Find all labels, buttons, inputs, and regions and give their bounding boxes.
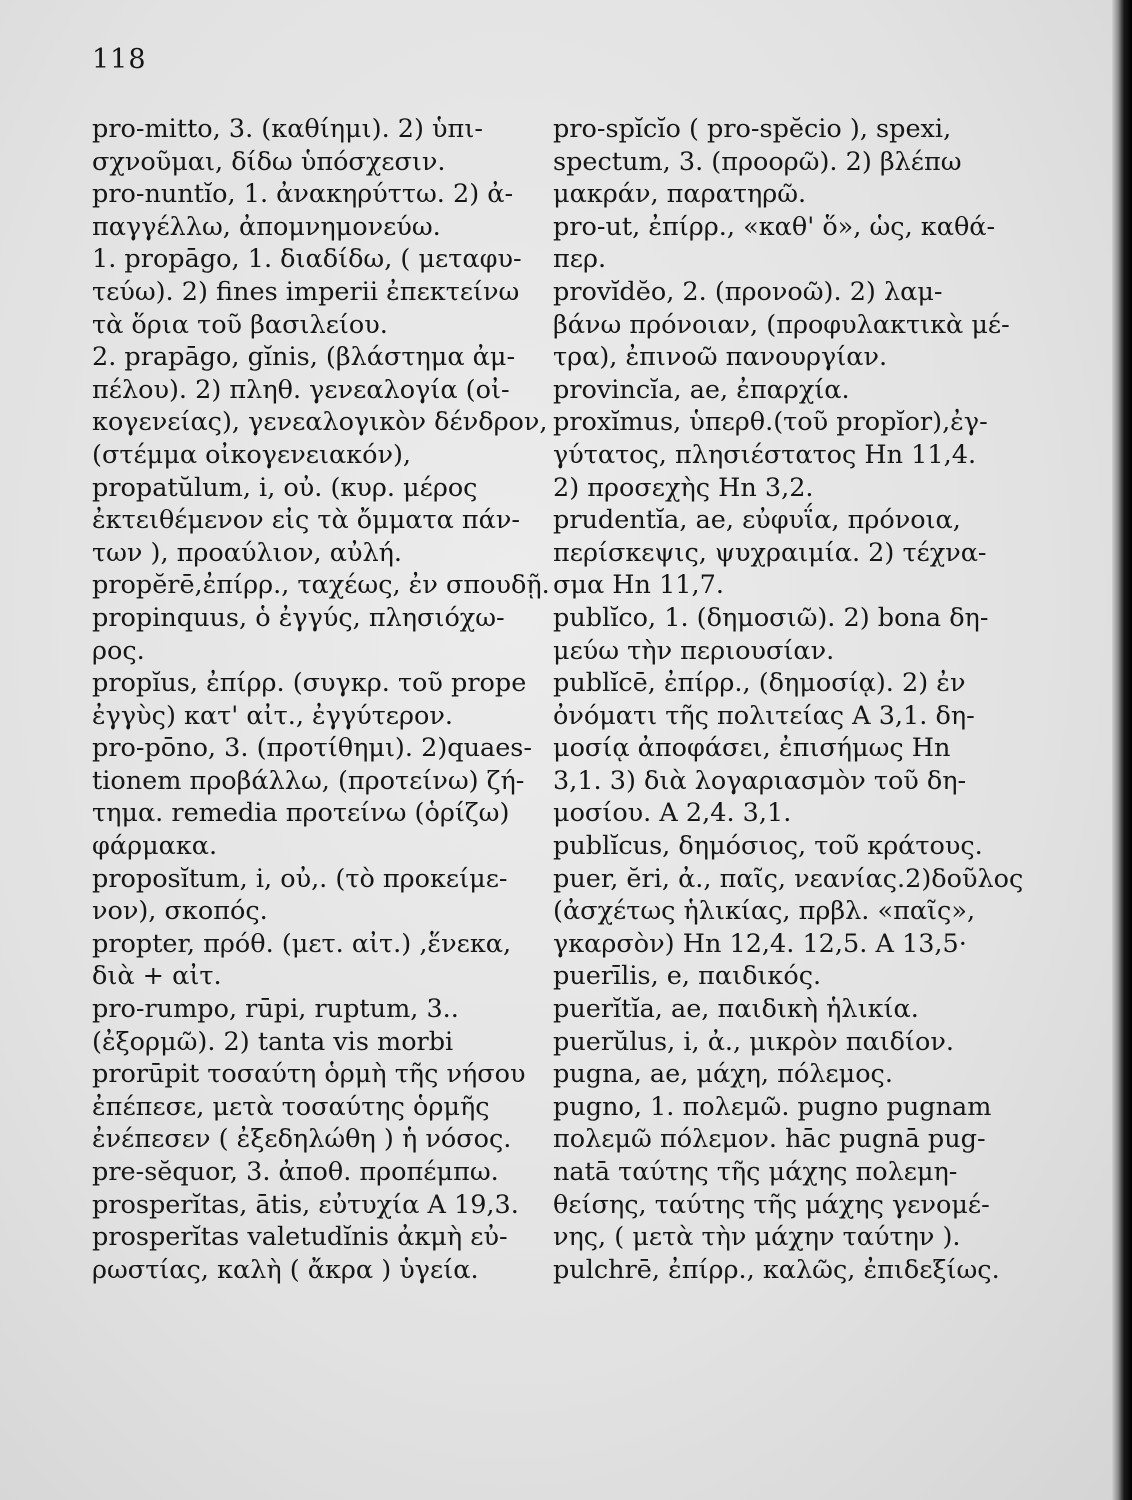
entry-line: βάνω πρόνοιαν, (προφυλακτικὰ μέ- xyxy=(553,309,1010,340)
entry-line: propatŭlum, i, οὐ. (κυρ. μέρος xyxy=(92,472,478,503)
entry-line: 1. propāgo, 1. διαδίδω, ( μεταφυ- xyxy=(92,244,522,275)
entry-line: pugno, 1. πολεμῶ. pugno pugnam xyxy=(553,1091,992,1122)
entry-line: pugna, ae, μάχη, πόλεμος. xyxy=(553,1059,893,1090)
entry-line: pro-spĭcĭo ( pro-spĕcio ), spexi, xyxy=(553,114,952,144)
entry-line: prudentĭa, ae, εὐφυΐα, πρόνοια, xyxy=(553,505,961,536)
entry-line: περ. xyxy=(553,244,607,275)
entry-line: τεύω). 2) fines imperii ἐπεκτείνω xyxy=(92,276,520,307)
entry-line: (ἀσχέτως ἡλικίας, πρβλ. «παῖς», xyxy=(553,896,976,927)
entry-line: (στέμμα οἰκογενειακόν), xyxy=(92,439,412,470)
entry-line: πέλου). 2) πληθ. γενεαλογία (οἰ- xyxy=(92,374,510,405)
entry-line: ἐγγὺς) κατ' αἰτ., ἐγγύτερον. xyxy=(92,700,453,731)
entry-line: διὰ + αἰτ. xyxy=(92,961,222,992)
entry-line: ἐνέπεσεν ( ἐξεδηλώθη ) ἡ νόσος. xyxy=(92,1124,512,1155)
entry-line: pre-sĕquor, 3. ἀποθ. προπέμπω. xyxy=(92,1157,499,1187)
right-column xyxy=(553,113,1024,1286)
entry-line: proposĭtum, i, οὐ,. (τὸ προκείμε- xyxy=(92,863,508,894)
entry-line: propĕrē,ἐπίρρ., ταχέως, ἐν σπουδῇ. xyxy=(92,570,550,601)
entry-line: ρος. xyxy=(92,635,145,666)
entry-line: ἐκτειθέμενον εἰς τὰ ὄμματα πάν- xyxy=(92,505,521,536)
entry-line: των ), προαύλιον, αὐλή. xyxy=(92,537,402,568)
entry-line: φάρμακα. xyxy=(92,831,218,862)
entry-line: 3,1. 3) διὰ λογαριασμὸν τοῦ δη- xyxy=(553,765,967,796)
entry-line: τὰ ὅρια τοῦ βασιλείου. xyxy=(92,309,388,340)
entry-line: tionem προβάλλω, (προτείνω) ζή- xyxy=(92,765,525,796)
entry-line: (ἐξορμῶ). 2) tanta vis morbi xyxy=(92,1026,454,1057)
entry-line: πολεμῶ πόλεμον. hāc pugnā pug- xyxy=(553,1124,986,1155)
entry-line: publĭcus, δημόσιος, τοῦ κράτους. xyxy=(553,831,983,862)
entry-line: νον), σκοπός. xyxy=(92,896,268,927)
entry-line: 2) προσεχὴς Hn 3,2. xyxy=(553,472,814,503)
entry-line: provĭdĕo, 2. (προνοῶ). 2) λαμ- xyxy=(553,276,943,307)
entry-line: τρα), ἐπινοῶ πανουργίαν. xyxy=(553,342,888,373)
entry-line: spectum, 3. (προορῶ). 2) βλέπω xyxy=(553,146,962,177)
entry-line: publĭco, 1. (δημοσιῶ). 2) bona δη- xyxy=(553,602,989,633)
entry-line: 2. prapāgo, gĭnis, (βλάστημα ἀμ- xyxy=(92,342,516,373)
entry-line: propĭus, ἐπίρρ. (συγκρ. τοῦ prope xyxy=(92,668,527,699)
entry-line: θείσης, ταύτης τῆς μάχης γενομέ- xyxy=(553,1189,990,1220)
entry-line: μακράν, παρατηρῶ. xyxy=(553,179,807,210)
entry-line: provincĭa, ae, ἐπαρχία. xyxy=(553,374,850,405)
entry-line: pro-mitto, 3. (καθίημι). 2) ὑπι- xyxy=(92,114,483,144)
entry-line: pro-rumpo, rūpi, ruptum, 3.. xyxy=(92,994,459,1025)
entry-line: natā ταύτης τῆς μάχης πολεμη- xyxy=(553,1157,958,1187)
left-column xyxy=(92,113,550,1286)
page-number: 118 xyxy=(92,44,147,75)
entry-line: pro-pōno, 3. (προτίθημι). 2)quaes- xyxy=(92,733,533,764)
entry-line: ἐπέπεσε, μετὰ τοσαύτης ὁρμῆς xyxy=(92,1091,490,1122)
entry-line: κογενείας), γενεαλογικὸν δένδρον, xyxy=(92,407,548,438)
entry-line: ρωστίας, καλὴ ( ἄκρα ) ὑγεία. xyxy=(92,1254,479,1285)
entry-line: γύτατος, πλησιέστατος Hn 11,4. xyxy=(553,439,977,470)
entry-line: μεύω τὴν περιουσίαν. xyxy=(553,635,835,666)
entry-line: ὀνόματι τῆς πολιτείας A 3,1. δη- xyxy=(553,700,975,731)
entry-line: pulchrē, ἐπίρρ., καλῶς, ἐπιδεξίως. xyxy=(553,1254,1000,1285)
entry-line: propinquus, ὁ ἐγγύς, πλησιόχω- xyxy=(92,602,505,633)
entry-line: proxĭmus, ὑπερθ.(τοῦ propĭor),ἐγ- xyxy=(553,407,988,438)
page-edge-shadow xyxy=(1112,0,1132,1500)
entry-line: σχνοῦμαι, δίδω ὑπόσχεσιν. xyxy=(92,146,446,177)
entry-line: μοσίου. A 2,4. 3,1. xyxy=(553,798,792,829)
entry-line: περίσκεψις, ψυχραιμία. 2) τέχνα- xyxy=(553,537,987,568)
entry-line: puerŭlus, i, ἀ., μικρὸν παιδίον. xyxy=(553,1026,954,1057)
entry-line: propter, πρόθ. (μετ. αἰτ.) ,ἕνεκα, xyxy=(92,928,512,959)
entry-line: publĭcē, ἐπίρρ., (δημοσίᾳ). 2) ἐν xyxy=(553,668,966,699)
entry-line: prosperĭtas, ātis, εὐτυχία A 19,3. xyxy=(92,1189,519,1220)
entry-line: pro-ut, ἐπίρρ., «καθ' ὅ», ὡς, καθά- xyxy=(553,211,996,242)
entry-line: τημα. remedia προτείνω (ὁρίζω) xyxy=(92,798,510,829)
entry-line: μοσίᾳ ἀποφάσει, ἐπισήμως Hn xyxy=(553,733,951,764)
entry-line: παγγέλλω, ἀπομνημονεύω. xyxy=(92,211,441,242)
entry-line: γκαρσὸν) Hn 12,4. 12,5. A 13,5· xyxy=(553,928,967,959)
entry-line: puer, ĕri, ἀ., παῖς, νεανίας.2)δοῦλος xyxy=(553,863,1024,894)
entry-line: pro-nuntĭo, 1. ἀνακηρύττω. 2) ἀ- xyxy=(92,179,514,210)
entry-line: prorūpit τοσαύτη ὁρμὴ τῆς νήσου xyxy=(92,1059,526,1090)
entry-line: puerīlis, e, παιδικός. xyxy=(553,961,822,992)
entry-line: νης, ( μετὰ τὴν μάχην ταύτην ). xyxy=(553,1222,961,1253)
entry-line: σμα Hn 11,7. xyxy=(553,570,724,601)
entry-line: prosperĭtas valetudĭnis ἀκμὴ εὐ- xyxy=(92,1222,508,1253)
entry-line: puerĭtĭa, ae, παιδικὴ ἡλικία. xyxy=(553,994,919,1025)
